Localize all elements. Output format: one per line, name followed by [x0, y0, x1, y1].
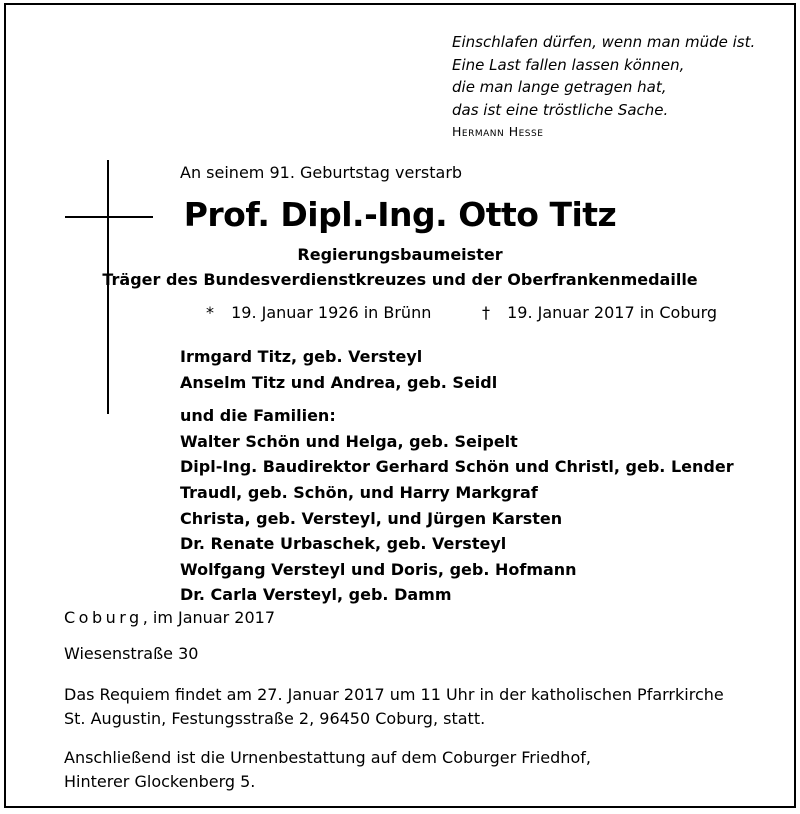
intro-line: An seinem 91. Geburtstag verstarb: [180, 163, 463, 182]
deceased-name: Prof. Dipl.-Ing. Otto Titz: [183, 195, 617, 234]
deceased-title: Regierungsbaumeister: [297, 245, 503, 264]
quote-author: Hermann Hesse: [452, 124, 544, 139]
mourner-line: Dipl-Ing. Baudirektor Gerhard Schön und Christl, geb. Lender: [180, 457, 734, 477]
death-date: [482, 303, 717, 322]
mourners-list: [180, 344, 734, 608]
birth-date: [206, 303, 431, 322]
burial-line: Anschließend ist die Urnenbestattung auf dem Coburger Friedhof,: [64, 748, 591, 767]
mourner-line: Dr. Renate Urbaschek, geb. Versteyl: [180, 534, 507, 554]
mourner-line: Traudl, geb. Schön, und Harry Markgraf: [180, 482, 538, 502]
mourner-line: Wolfgang Versteyl und Doris, geb. Hofmann: [180, 559, 577, 579]
quote-line: die man lange getragen hat,: [452, 78, 667, 96]
burial-info: [64, 746, 591, 794]
requiem-info: [64, 683, 724, 731]
epigraph-quote: [452, 31, 755, 144]
death-dagger-icon: †: [482, 303, 490, 322]
mourner-line: Walter Schön und Helga, geb. Seipelt: [180, 431, 518, 451]
requiem-line: St. Augustin, Festungsstraße 2, 96450 Coburg, statt.: [64, 709, 486, 728]
mourner-line: Irmgard Titz, geb. Versteyl: [180, 347, 423, 366]
requiem-line: Das Requiem findet am 27. Januar 2017 um 11 Uhr in der katholischen Pfarrkirche: [64, 685, 724, 704]
burial-line: Hinterer Glockenberg 5.: [64, 772, 256, 791]
mourner-line: Christa, geb. Versteyl, und Jürgen Karsten: [180, 508, 563, 528]
mourner-line: und die Familien:: [180, 406, 336, 426]
notice-date: , im Januar 2017: [142, 608, 275, 627]
quote-line: Eine Last fallen lassen können,: [452, 55, 685, 74]
place-name: Coburg: [64, 608, 143, 627]
birth-date-text: 19. Januar 1926 in Brünn: [231, 303, 432, 322]
birth-star-icon: *: [206, 303, 214, 322]
death-date-text: 19. Januar 2017 in Coburg: [507, 303, 718, 322]
mourner-line: Anselm Titz und Andrea, geb. Seidl: [180, 372, 498, 392]
quote-line: das ist eine tröstliche Sache.: [452, 100, 669, 119]
mourner-group-spacer: [180, 395, 734, 403]
deceased-honors: Träger des Bundesverdienstkreuzes und der Oberfrankenmedaille: [102, 270, 698, 289]
quote-line: Einschlafen dürfen, wenn man müde ist.: [452, 33, 756, 51]
family-address: Wiesenstraße 30: [64, 644, 199, 663]
obituary-notice: [4, 3, 796, 808]
place-and-date: [64, 606, 275, 630]
mourner-line: Dr. Carla Versteyl, geb. Damm: [180, 585, 452, 605]
